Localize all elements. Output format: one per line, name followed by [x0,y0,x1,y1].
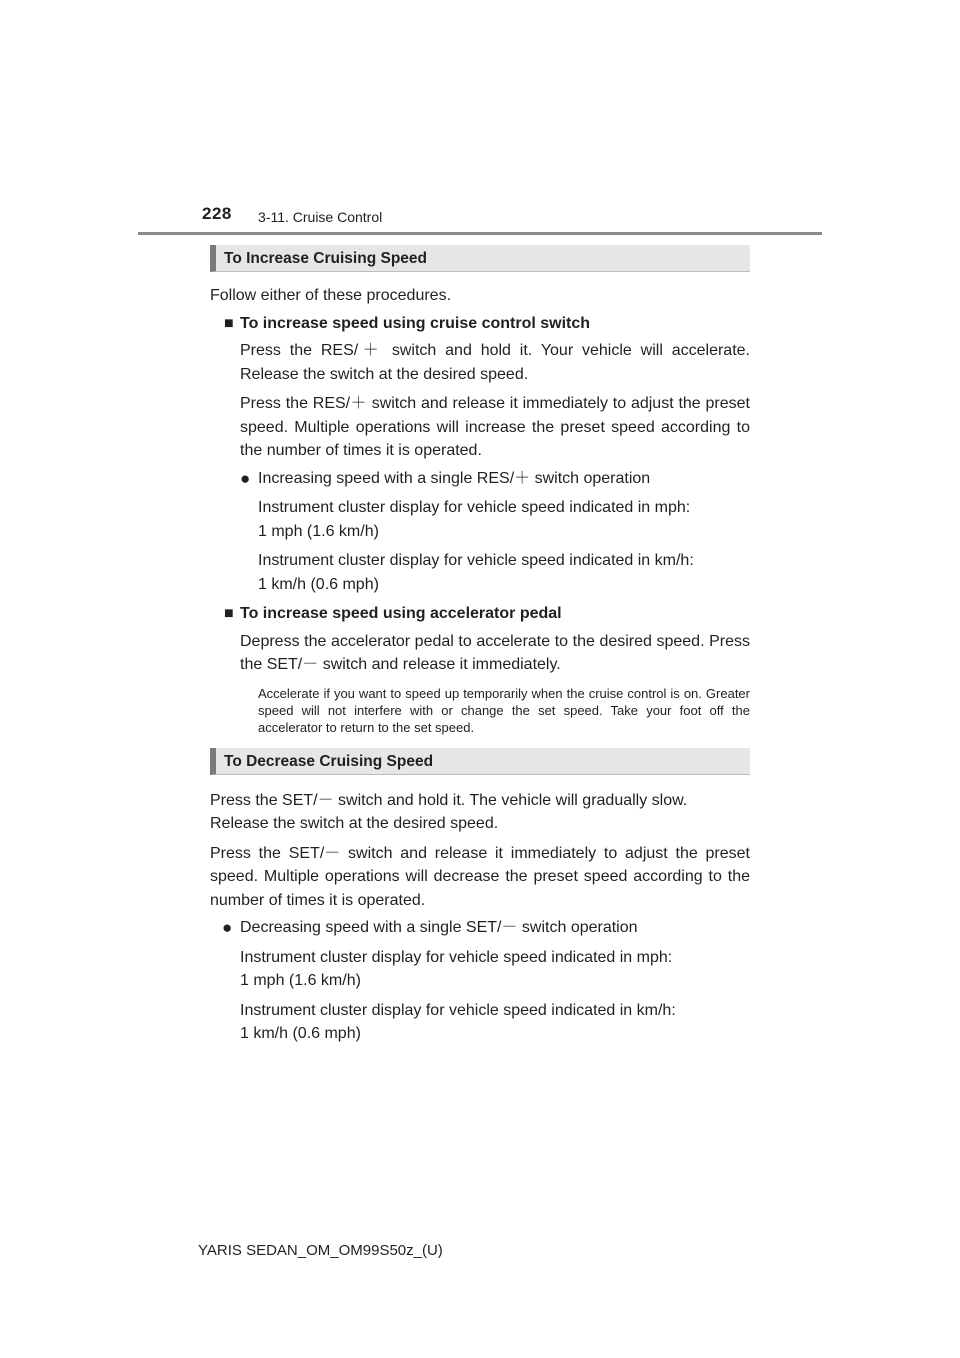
increase-section-title: To Increase Cruising Speed [210,245,750,272]
decrease-mph-label: Instrument cluster display for vehicle speed indicated in mph: [240,948,673,966]
circle-bullet-icon: ● [240,468,251,488]
increase-intro: Follow either of these procedures. [210,287,452,304]
header-rule [138,232,822,235]
decrease-single-operation-text: Decreasing speed with a single SET/－ switch operation [240,919,638,936]
pedal-method-heading [210,602,750,626]
square-bullet-icon: ■ [224,314,234,332]
switch-method-heading [210,312,750,336]
decrease-para1: Press the SET/－ switch and hold it. The vehicle will gradually slow. Release the switch at the desired speed. [210,791,688,832]
increase-mph-label: Instrument cluster display for vehicle speed indicated in mph: [258,499,691,516]
page-header [0,0,960,240]
footer-doc-id: YARIS SEDAN_OM_OM99S50z_(U) [198,1242,443,1259]
section-title: 3-11. Cruise Control [258,209,383,225]
square-bullet-icon: ■ [224,605,234,622]
pedal-method-heading-text: To increase speed using accelerator pedal [240,605,562,622]
pedal-method-para: Depress the accelerator pedal to accelerate to the desired speed. Press the SET/－ switch and release it immediately. [240,632,750,673]
increase-single-operation-text: Increasing speed with a single RES/＋ switch operation [258,469,651,487]
decrease-kmh-value: 1 km/h (0.6 mph) [240,1025,361,1042]
increase-mph-value: 1 mph (1.6 km/h) [258,522,379,540]
pedal-method-note: Accelerate if you want to speed up temporarily when the cruise control is on. Greater speed will not interfere with or change the set speed. Take your foot off the accelerator to return to the set speed. [258,685,750,735]
decrease-kmh-label: Instrument cluster display for vehicle speed indicated in km/h: [240,1001,676,1019]
switch-method-heading-text: To increase speed using cruise control switch [240,314,591,332]
decrease-mph-value: 1 mph (1.6 km/h) [240,972,361,989]
page-content [210,245,750,1046]
page-number: 228 [202,204,232,223]
increase-kmh-label: Instrument cluster display for vehicle speed indicated in km/h: [258,552,694,569]
decrease-single-operation-item [210,916,750,940]
switch-method-para1: Press the RES/＋ switch and hold it. Your vehicle will accelerate. Release the switch at the desired speed. [240,342,750,383]
decrease-para2: Press the SET/－ switch and release it immediately to adjust the preset speed. Multiple operations will decrease the preset speed according to the number of times it is operated. [210,844,750,909]
increase-single-operation-item [210,467,750,491]
switch-method-para2: Press the RES/＋ switch and release it immediately to adjust the preset speed. Multiple operations will increase the preset speed according to the number of times it is operated. [240,395,750,459]
circle-bullet-icon: ● [222,918,233,937]
increase-kmh-value: 1 km/h (0.6 mph) [258,575,379,593]
decrease-section-title: To Decrease Cruising Speed [210,748,750,775]
